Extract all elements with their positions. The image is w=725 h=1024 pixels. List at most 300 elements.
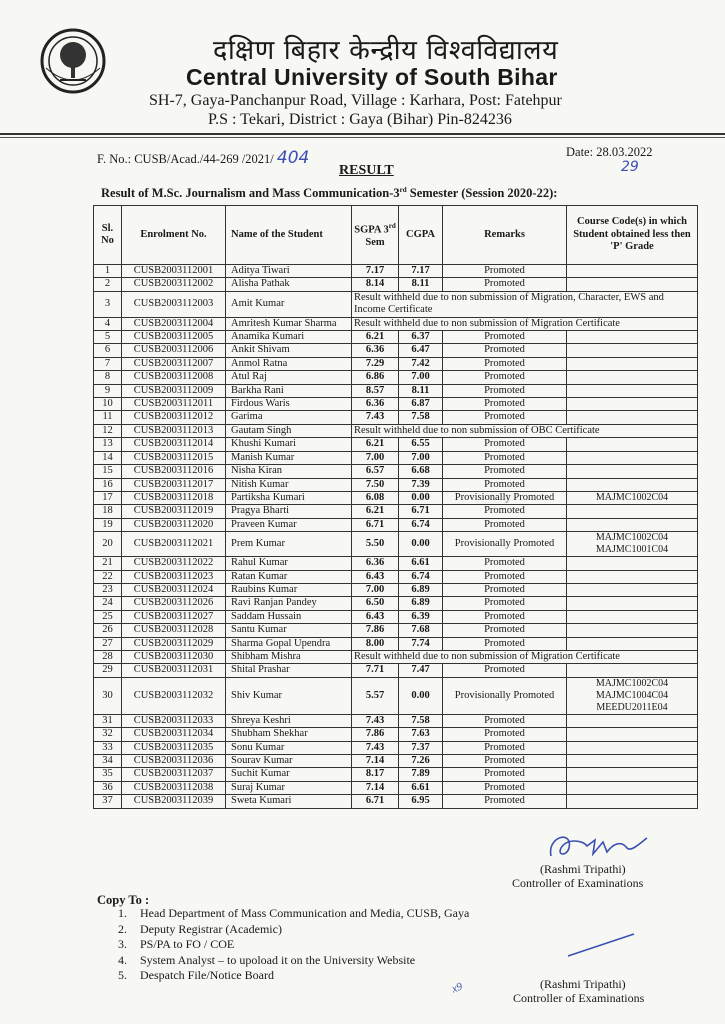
cell-enrolment: CUSB2003112034 — [122, 728, 226, 741]
cell-cgpa: 0.00 — [399, 532, 443, 557]
cell-enrolment: CUSB2003112026 — [122, 597, 226, 610]
cell-name: Sonu Kumar — [226, 741, 352, 754]
cell-name: Alisha Pathak — [226, 278, 352, 291]
cell-sl: 25 — [94, 610, 122, 623]
cell-cgpa: 8.11 — [399, 278, 443, 291]
cell-sl: 1 — [94, 265, 122, 278]
cell-enrolment: CUSB2003112036 — [122, 755, 226, 768]
cell-sgpa: 6.43 — [352, 610, 399, 623]
cell-name: Shubham Shekhar — [226, 728, 352, 741]
cell-enrolment: CUSB2003112006 — [122, 344, 226, 357]
cell-course-codes — [567, 714, 698, 727]
cell-cgpa: 7.42 — [399, 357, 443, 370]
table-row — [94, 478, 698, 491]
cell-enrolment: CUSB2003112030 — [122, 650, 226, 663]
table-row — [94, 532, 698, 557]
cell-sgpa: 7.43 — [352, 714, 399, 727]
address-line-2: P.S : Tekari, District : Gaya (Bihar) Pin-824236 — [208, 111, 512, 128]
cell-sl: 28 — [94, 650, 122, 663]
cell-enrolment: CUSB2003112029 — [122, 637, 226, 650]
copy-to-item-number: 5. — [118, 968, 127, 982]
cell-name: Anmol Ratna — [226, 357, 352, 370]
table-row — [94, 331, 698, 344]
cell-sl: 36 — [94, 781, 122, 794]
cell-name: Suraj Kumar — [226, 781, 352, 794]
file-number-handwritten: 404 — [276, 148, 310, 168]
table-row — [94, 451, 698, 464]
cell-sgpa: 5.50 — [352, 532, 399, 557]
cell-sgpa: 6.21 — [352, 438, 399, 451]
cell-sl: 31 — [94, 714, 122, 727]
cell-enrolment: CUSB2003112038 — [122, 781, 226, 794]
table-row — [94, 505, 698, 518]
university-logo-icon — [40, 28, 106, 94]
cell-sl: 17 — [94, 491, 122, 504]
cell-course-codes — [567, 357, 698, 370]
cell-sgpa: 7.43 — [352, 741, 399, 754]
table-row — [94, 344, 698, 357]
cell-name: Amit Kumar — [226, 291, 352, 317]
cell-enrolment: CUSB2003112002 — [122, 278, 226, 291]
footer-signatory-title: Controller of Examinations — [513, 991, 645, 1005]
cell-enrolment: CUSB2003112008 — [122, 371, 226, 384]
cell-remarks: Promoted — [443, 278, 567, 291]
cell-sl: 6 — [94, 344, 122, 357]
cell-course-codes — [567, 583, 698, 596]
cell-course-codes — [567, 728, 698, 741]
table-row — [94, 583, 698, 596]
copy-to-item-number: 4. — [118, 952, 127, 967]
cell-cgpa: 6.87 — [399, 398, 443, 411]
cell-cgpa: 6.61 — [399, 557, 443, 570]
cell-sgpa: 6.21 — [352, 331, 399, 344]
cell-sgpa: 8.14 — [352, 278, 399, 291]
footer-signatory-name: (Rashmi Tripathi) — [540, 977, 626, 991]
cell-sgpa: 7.14 — [352, 755, 399, 768]
cell-course-codes — [567, 781, 698, 794]
cell-cgpa: 0.00 — [399, 491, 443, 504]
cell-enrolment: CUSB2003112017 — [122, 478, 226, 491]
cell-name: Anamika Kumari — [226, 331, 352, 344]
cell-name: Shital Prashar — [226, 664, 352, 677]
cell-remarks: Promoted — [443, 664, 567, 677]
university-name-english: Central University of South Bihar — [186, 64, 558, 90]
cell-cgpa: 6.47 — [399, 344, 443, 357]
cell-course-codes — [567, 371, 698, 384]
cell-sgpa: 6.57 — [352, 465, 399, 478]
cell-sl: 12 — [94, 424, 122, 437]
cell-name: Rahul Kumar — [226, 557, 352, 570]
table-row — [94, 278, 698, 291]
course-code: MAJMC1001C04 — [595, 544, 669, 556]
cell-remarks: Promoted — [443, 518, 567, 531]
table-row — [94, 411, 698, 424]
cell-sl: 37 — [94, 795, 122, 808]
cell-sgpa: 7.50 — [352, 478, 399, 491]
cell-enrolment: CUSB2003112011 — [122, 398, 226, 411]
cell-sl: 10 — [94, 398, 122, 411]
table-row — [94, 384, 698, 397]
table-row — [94, 317, 698, 330]
cell-course-codes — [567, 478, 698, 491]
document-date — [566, 145, 653, 175]
cell-remarks: Promoted — [443, 557, 567, 570]
cell-sgpa: 8.00 — [352, 637, 399, 650]
cell-remarks: Promoted — [443, 741, 567, 754]
course-code: MAJMC1002C04 — [595, 532, 669, 544]
cell-sgpa: 5.57 — [352, 677, 399, 714]
cell-cgpa: 7.00 — [399, 451, 443, 464]
cell-enrolment: CUSB2003112007 — [122, 357, 226, 370]
cell-cgpa: 6.89 — [399, 597, 443, 610]
cell-sl: 8 — [94, 371, 122, 384]
cell-cgpa: 7.00 — [399, 371, 443, 384]
cell-enrolment: CUSB2003112001 — [122, 265, 226, 278]
cell-cgpa: 7.47 — [399, 664, 443, 677]
cell-enrolment: CUSB2003112022 — [122, 557, 226, 570]
cell-sgpa: 6.36 — [352, 398, 399, 411]
cell-sgpa: 6.08 — [352, 491, 399, 504]
cell-remarks: Promoted — [443, 637, 567, 650]
cell-course-codes — [567, 624, 698, 637]
table-row — [94, 795, 698, 808]
table-row — [94, 637, 698, 650]
cell-course-codes — [567, 278, 698, 291]
table-row — [94, 357, 698, 370]
copy-to-item — [118, 922, 469, 938]
table-row — [94, 610, 698, 623]
cell-remarks: Promoted — [443, 357, 567, 370]
cell-cgpa: 7.58 — [399, 714, 443, 727]
cell-cgpa: 7.74 — [399, 637, 443, 650]
cell-enrolment: CUSB2003112023 — [122, 570, 226, 583]
cell-sl: 7 — [94, 357, 122, 370]
cell-remarks: Promoted — [443, 728, 567, 741]
cell-remarks: Promoted — [443, 451, 567, 464]
cell-name: Shreya Keshri — [226, 714, 352, 727]
cell-remarks: Promoted — [443, 344, 567, 357]
cell-name: Aditya Tiwari — [226, 265, 352, 278]
cell-remarks: Promoted — [443, 398, 567, 411]
cell-cgpa: 6.39 — [399, 610, 443, 623]
cell-enrolment: CUSB2003112015 — [122, 451, 226, 464]
table-row — [94, 768, 698, 781]
cell-remarks: Promoted — [443, 478, 567, 491]
copy-to-item-text: PS/PA to FO / COE — [140, 937, 235, 951]
table-row — [94, 664, 698, 677]
cell-sgpa: 6.36 — [352, 557, 399, 570]
cell-sl: 35 — [94, 768, 122, 781]
cell-cgpa: 7.17 — [399, 265, 443, 278]
cell-remarks: Promoted — [443, 384, 567, 397]
table-row — [94, 265, 698, 278]
cell-name: Sharma Gopal Upendra — [226, 637, 352, 650]
cell-name: Atul Raj — [226, 371, 352, 384]
header-course-codes: Course Code(s) in which Student obtained less then 'P' Grade — [567, 206, 698, 265]
cell-cgpa: 7.26 — [399, 755, 443, 768]
cell-cgpa: 6.89 — [399, 583, 443, 596]
file-number-text: F. No.: CUSB/Acad./44-269 /2021/ — [97, 152, 274, 166]
cell-sl: 2 — [94, 278, 122, 291]
cell-name: Ratan Kumar — [226, 570, 352, 583]
date-handwritten: 29 — [621, 159, 639, 175]
cell-enrolment: CUSB2003112020 — [122, 518, 226, 531]
table-row — [94, 398, 698, 411]
cell-course-codes — [567, 331, 698, 344]
copy-to-item — [118, 937, 469, 953]
cell-remarks: Promoted — [443, 570, 567, 583]
cell-enrolment: CUSB2003112035 — [122, 741, 226, 754]
cell-sl: 13 — [94, 438, 122, 451]
cell-remarks: Promoted — [443, 755, 567, 768]
university-name-hindi: दक्षिण बिहार केन्द्रीय विश्वविद्यालय — [213, 35, 559, 66]
table-row — [94, 624, 698, 637]
cell-remarks: Promoted — [443, 411, 567, 424]
cell-enrolment: CUSB2003112027 — [122, 610, 226, 623]
cell-name: Nitish Kumar — [226, 478, 352, 491]
cell-name: Sweta Kumari — [226, 795, 352, 808]
table-header-row — [94, 206, 698, 265]
cell-course-codes — [567, 451, 698, 464]
cell-course-codes — [567, 384, 698, 397]
cell-cgpa: 6.71 — [399, 505, 443, 518]
cell-sl: 16 — [94, 478, 122, 491]
table-row — [94, 781, 698, 794]
cell-cgpa: 8.11 — [399, 384, 443, 397]
table-row — [94, 741, 698, 754]
table-row — [94, 597, 698, 610]
cell-name: Shibham Mishra — [226, 650, 352, 663]
cell-course-codes — [567, 265, 698, 278]
cell-course-codes — [567, 438, 698, 451]
signature-mark — [543, 826, 653, 866]
table-row — [94, 438, 698, 451]
cell-enrolment: CUSB2003112016 — [122, 465, 226, 478]
cell-cgpa: 6.74 — [399, 570, 443, 583]
cell-course-codes — [567, 344, 698, 357]
cell-remarks: Promoted — [443, 505, 567, 518]
result-table — [93, 205, 698, 809]
cell-sgpa: 6.86 — [352, 371, 399, 384]
cell-course-codes — [567, 570, 698, 583]
cell-sl: 23 — [94, 583, 122, 596]
header-name: Name of the Student — [226, 206, 352, 265]
cell-sgpa: 7.86 — [352, 728, 399, 741]
cell-remarks: Promoted — [443, 465, 567, 478]
cell-name: Santu Kumar — [226, 624, 352, 637]
cell-cgpa: 6.37 — [399, 331, 443, 344]
cell-cgpa: 6.95 — [399, 795, 443, 808]
cell-course-codes — [567, 677, 698, 714]
cell-course-codes — [567, 768, 698, 781]
cell-sgpa: 6.71 — [352, 518, 399, 531]
cell-remarks: Promoted — [443, 438, 567, 451]
cell-name: Khushi Kumari — [226, 438, 352, 451]
cell-remarks: Promoted — [443, 610, 567, 623]
copy-to-item-number: 1. — [118, 906, 127, 920]
cell-remarks: Promoted — [443, 597, 567, 610]
cell-remarks: Promoted — [443, 624, 567, 637]
cell-name: Praveen Kumar — [226, 518, 352, 531]
cell-name: Shiv Kumar — [226, 677, 352, 714]
cell-enrolment: CUSB2003112003 — [122, 291, 226, 317]
copy-to-item-text: Despatch File/Notice Board — [140, 968, 274, 982]
signature-stroke — [566, 930, 636, 960]
cell-sgpa: 6.50 — [352, 597, 399, 610]
copy-to-item-text: Head Department of Mass Communication and Media, CUSB, Gaya — [140, 906, 470, 920]
cell-sgpa: 7.14 — [352, 781, 399, 794]
cell-enrolment: CUSB2003112028 — [122, 624, 226, 637]
cell-remarks: Promoted — [443, 371, 567, 384]
cell-course-codes — [567, 637, 698, 650]
cell-enrolment: CUSB2003112009 — [122, 384, 226, 397]
table-row — [94, 424, 698, 437]
cell-cgpa: 7.63 — [399, 728, 443, 741]
copy-to-item — [118, 953, 469, 969]
cell-name: Firdous Waris — [226, 398, 352, 411]
course-code: MAJMC1002C04 — [595, 492, 669, 504]
cell-remarks: Provisionally Promoted — [443, 677, 567, 714]
cell-sl: 15 — [94, 465, 122, 478]
cell-sgpa: 7.71 — [352, 664, 399, 677]
cell-course-codes — [567, 411, 698, 424]
cell-sl: 9 — [94, 384, 122, 397]
cell-withheld-note: Result withheld due to non submission of Migration Certificate — [352, 650, 698, 663]
header-enrolment: Enrolment No. — [122, 206, 226, 265]
header-remarks: Remarks — [443, 206, 567, 265]
cell-sl: 24 — [94, 597, 122, 610]
cell-sl: 14 — [94, 451, 122, 464]
cell-enrolment: CUSB2003112012 — [122, 411, 226, 424]
header-cgpa: CGPA — [399, 206, 443, 265]
result-subtitle: Result of M.Sc. Journalism and Mass Communication-3rd Semester (Session 2020-22): — [101, 186, 558, 201]
cell-course-codes — [567, 741, 698, 754]
copy-to-item-number: 3. — [118, 937, 127, 951]
cell-name: Partiksha Kumari — [226, 491, 352, 504]
cell-name: Gautam Singh — [226, 424, 352, 437]
cell-course-codes — [567, 755, 698, 768]
header-rule — [0, 133, 725, 135]
cell-remarks: Promoted — [443, 795, 567, 808]
cell-sl: 4 — [94, 317, 122, 330]
cell-name: Ravi Ranjan Pandey — [226, 597, 352, 610]
cell-cgpa: 6.68 — [399, 465, 443, 478]
cell-cgpa: 7.37 — [399, 741, 443, 754]
cell-enrolment: CUSB2003112021 — [122, 532, 226, 557]
cell-cgpa: 7.89 — [399, 768, 443, 781]
cell-enrolment: CUSB2003112019 — [122, 505, 226, 518]
cell-remarks: Promoted — [443, 714, 567, 727]
cell-name: Ankit Shivam — [226, 344, 352, 357]
cell-name: Prem Kumar — [226, 532, 352, 557]
cell-sgpa: 8.57 — [352, 384, 399, 397]
cell-course-codes — [567, 664, 698, 677]
cell-remarks: Promoted — [443, 331, 567, 344]
cell-sgpa: 6.43 — [352, 570, 399, 583]
cell-sgpa: 7.86 — [352, 624, 399, 637]
cell-remarks: Provisionally Promoted — [443, 532, 567, 557]
cell-sl: 29 — [94, 664, 122, 677]
cell-course-codes — [567, 491, 698, 504]
table-row — [94, 465, 698, 478]
cell-remarks: Promoted — [443, 781, 567, 794]
course-code: MEEDU2011E04 — [596, 701, 668, 713]
cell-sl: 32 — [94, 728, 122, 741]
cell-sl: 34 — [94, 755, 122, 768]
cell-remarks: Promoted — [443, 583, 567, 596]
table-row — [94, 518, 698, 531]
cell-course-codes — [567, 398, 698, 411]
cell-sl: 22 — [94, 570, 122, 583]
cell-remarks: Promoted — [443, 265, 567, 278]
cell-sgpa: 6.71 — [352, 795, 399, 808]
table-row — [94, 557, 698, 570]
cell-name: Amritesh Kumar Sharma — [226, 317, 352, 330]
cell-name: Raubins Kumar — [226, 583, 352, 596]
cell-enrolment: CUSB2003112032 — [122, 677, 226, 714]
cell-cgpa: 6.61 — [399, 781, 443, 794]
table-row — [94, 570, 698, 583]
cell-course-codes — [567, 795, 698, 808]
course-code: MAJMC1002C04 — [595, 677, 669, 689]
cell-cgpa: 6.55 — [399, 438, 443, 451]
address-line-1: SH-7, Gaya-Panchanpur Road, Village : Karhara, Post: Fatehpur — [149, 92, 562, 109]
table-row — [94, 650, 698, 663]
cell-name: Manish Kumar — [226, 451, 352, 464]
cell-name: Sourav Kumar — [226, 755, 352, 768]
cell-enrolment: CUSB2003112005 — [122, 331, 226, 344]
cell-enrolment: CUSB2003112013 — [122, 424, 226, 437]
cell-course-codes — [567, 465, 698, 478]
cell-name: Nisha Kiran — [226, 465, 352, 478]
copy-to-list — [118, 906, 469, 984]
table-row — [94, 291, 698, 317]
cell-sgpa: 6.21 — [352, 505, 399, 518]
table-row — [94, 371, 698, 384]
signatory-name: (Rashmi Tripathi) — [540, 862, 626, 876]
header-sl: Sl. No — [94, 206, 122, 265]
cell-sgpa: 7.00 — [352, 583, 399, 596]
file-number — [97, 148, 309, 168]
copy-to-item — [118, 968, 469, 984]
cell-name: Saddam Hussain — [226, 610, 352, 623]
cell-sl: 3 — [94, 291, 122, 317]
cell-sgpa: 6.36 — [352, 344, 399, 357]
header-rule-thin — [0, 137, 725, 138]
cell-enrolment: CUSB2003112033 — [122, 714, 226, 727]
copy-to-item-text: System Analyst – to upoload it on the University Website — [140, 952, 416, 967]
cell-course-codes — [567, 532, 698, 557]
cell-withheld-note: Result withheld due to non submission of OBC Certificate — [352, 424, 698, 437]
cell-name: Pragya Bharti — [226, 505, 352, 518]
cell-sgpa: 8.17 — [352, 768, 399, 781]
copy-to-item-text: Deputy Registrar (Academic) — [140, 921, 282, 936]
date-text: Date: 28.03.2022 — [566, 145, 653, 159]
signatory-title: Controller of Examinations — [512, 876, 644, 890]
cell-remarks: Provisionally Promoted — [443, 491, 567, 504]
cell-sl: 18 — [94, 505, 122, 518]
cell-sl: 30 — [94, 677, 122, 714]
table-row — [94, 714, 698, 727]
cell-cgpa: 0.00 — [399, 677, 443, 714]
table-row — [94, 728, 698, 741]
cell-sl: 19 — [94, 518, 122, 531]
cell-cgpa: 7.68 — [399, 624, 443, 637]
copy-to-heading: Copy To : — [97, 893, 150, 907]
cell-sl: 21 — [94, 557, 122, 570]
handwritten-initial: x9 — [450, 980, 465, 996]
cell-sgpa: 7.17 — [352, 265, 399, 278]
